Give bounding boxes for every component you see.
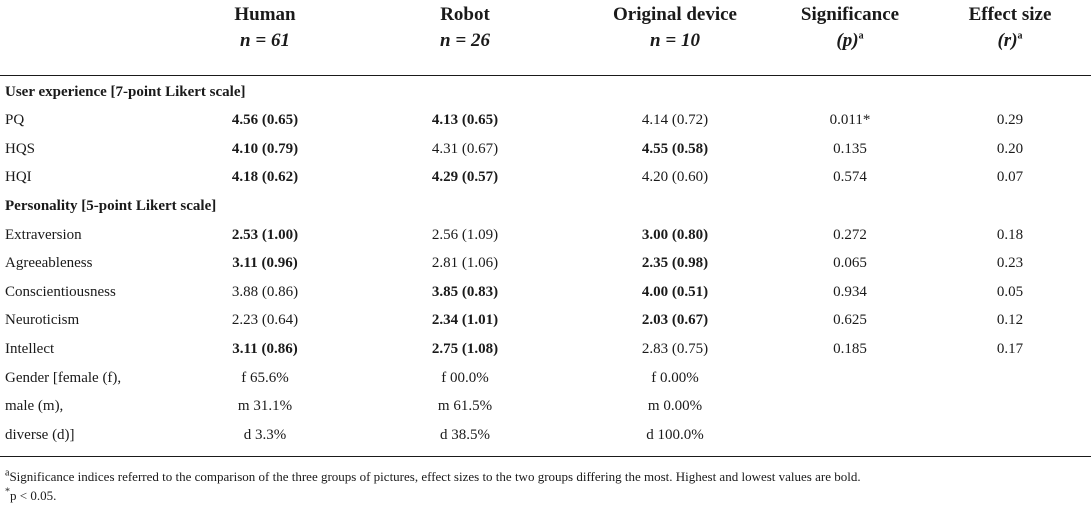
cell-effect: 0.07 (996, 169, 1024, 185)
cell-human: 2.23 (0.64) (231, 312, 299, 328)
row-label: Gender [female (f), (5, 370, 122, 386)
cell-significance: 0.574 (833, 169, 867, 185)
cell-original: 4.14 (0.72) (641, 112, 709, 128)
cell-effect: 0.05 (996, 284, 1024, 300)
cell-robot: 4.13 (0.65) (431, 112, 499, 128)
row-label: Conscientiousness (5, 284, 116, 300)
header-human-n: n = 61 (240, 30, 290, 51)
cell-robot: 3.85 (0.83) (431, 284, 499, 300)
header-original-device (580, 2, 770, 54)
header-effect-size (940, 2, 1080, 54)
header-significance-title: Significance (800, 4, 900, 25)
cell-effect: 0.12 (996, 312, 1024, 328)
table-row (0, 221, 1091, 249)
cell-effect: 0.18 (996, 227, 1024, 243)
bottom-rule (0, 456, 1091, 457)
row-label: Neuroticism (5, 312, 80, 328)
cell-original: 4.20 (0.60) (641, 169, 709, 185)
cell-significance: 0.065 (833, 255, 867, 271)
row-label: PQ (5, 112, 25, 128)
significance-value: 0.011* (829, 112, 871, 128)
row-label: Agreeableness (5, 255, 93, 271)
footnote-mark-a: a (1017, 30, 1023, 42)
cell-original: 2.35 (0.98) (641, 255, 709, 271)
cell-original: d 100.0% (646, 427, 704, 443)
cell-robot: 2.34 (1.01) (431, 312, 499, 328)
cell-significance: 0.135 (833, 141, 867, 157)
table-header (0, 0, 1091, 62)
table-row (0, 106, 1091, 134)
row-label: HQS (5, 141, 36, 157)
cell-significance: 0.185 (833, 341, 867, 357)
header-original-n: n = 10 (650, 30, 700, 51)
row-label: HQI (5, 169, 32, 185)
cell-effect: 0.17 (996, 341, 1024, 357)
header-robot-title: Robot (440, 4, 490, 25)
cell-human: 3.11 (0.86) (232, 341, 298, 357)
cell-original: 2.83 (0.75) (641, 341, 709, 357)
cell-significance: 0.272 (833, 227, 867, 243)
cell-original: 3.00 (0.80) (641, 227, 709, 243)
cell-robot: 2.81 (1.06) (431, 255, 499, 271)
header-significance-p: (p) (836, 30, 859, 51)
table-row (0, 306, 1091, 334)
table-row (0, 335, 1091, 363)
cell-significance: 0.625 (833, 312, 867, 328)
cell-human: f 65.6% (241, 370, 289, 386)
header-effect-r: (r) (997, 30, 1018, 51)
table-row (0, 278, 1091, 306)
footnote-mark-a: a (858, 30, 864, 42)
footnote-a-text: Significance indices referred to the comparison of the three groups of pictures, effect sizes to the two groups differing the most. Highest and lowest values are bold. (9, 469, 861, 484)
cell-robot: 2.75 (1.08) (431, 341, 499, 357)
cell-robot: 2.56 (1.09) (431, 227, 499, 243)
table-row (0, 421, 1091, 449)
table-row (0, 163, 1091, 191)
section-heading-ux (0, 78, 1091, 106)
header-effect-title: Effect size (968, 4, 1052, 25)
header-human (170, 2, 360, 54)
row-label: diverse (d)] (5, 427, 75, 443)
row-label: male (m), (5, 398, 64, 414)
footnote-a-mark: a (5, 467, 10, 479)
row-label: Intellect (5, 341, 55, 357)
footnote-a (5, 468, 861, 486)
header-original-title: Original device (612, 4, 737, 25)
cell-effect: 0.20 (996, 141, 1024, 157)
cell-human: 4.18 (0.62) (231, 169, 299, 185)
cell-significance (760, 106, 940, 134)
table-row (0, 135, 1091, 163)
cell-original: m 0.00% (647, 398, 703, 414)
header-human-title: Human (234, 4, 296, 25)
header-robot-n: n = 26 (440, 30, 490, 51)
footnote-star-text: p < 0.05. (10, 488, 57, 503)
top-rule (0, 75, 1091, 76)
cell-robot: d 38.5% (440, 427, 490, 443)
header-effect-sub (940, 28, 1080, 54)
header-robot (370, 2, 560, 54)
cell-robot: m 61.5% (437, 398, 493, 414)
cell-original: f 0.00% (651, 370, 699, 386)
header-significance (760, 2, 940, 54)
table-row (0, 249, 1091, 277)
cell-significance: 0.934 (833, 284, 867, 300)
cell-human: 4.56 (0.65) (231, 112, 299, 128)
cell-human: 3.88 (0.86) (231, 284, 299, 300)
cell-robot: f 00.0% (441, 370, 489, 386)
table-row (0, 364, 1091, 392)
section-heading-personality (0, 192, 1091, 220)
cell-original: 4.00 (0.51) (641, 284, 709, 300)
row-label: Extraversion (5, 227, 82, 243)
section-label: User experience [7-point Likert scale] (5, 84, 246, 100)
cell-robot: 4.31 (0.67) (431, 141, 499, 157)
cell-human: 3.11 (0.96) (232, 255, 298, 271)
footnote-star (5, 487, 56, 505)
cell-human: d 3.3% (243, 427, 287, 443)
cell-effect: 0.23 (996, 255, 1024, 271)
table-row (0, 392, 1091, 420)
cell-robot: 4.29 (0.57) (431, 169, 499, 185)
cell-effect: 0.29 (996, 112, 1024, 128)
footnote-star-mark: * (5, 486, 10, 498)
cell-human: 2.53 (1.00) (231, 227, 299, 243)
header-significance-sub (760, 28, 940, 54)
cell-human: m 31.1% (237, 398, 293, 414)
cell-human: 4.10 (0.79) (231, 141, 299, 157)
cell-original: 4.55 (0.58) (641, 141, 709, 157)
cell-original: 2.03 (0.67) (641, 312, 709, 328)
section-label: Personality [5-point Likert scale] (5, 198, 217, 214)
